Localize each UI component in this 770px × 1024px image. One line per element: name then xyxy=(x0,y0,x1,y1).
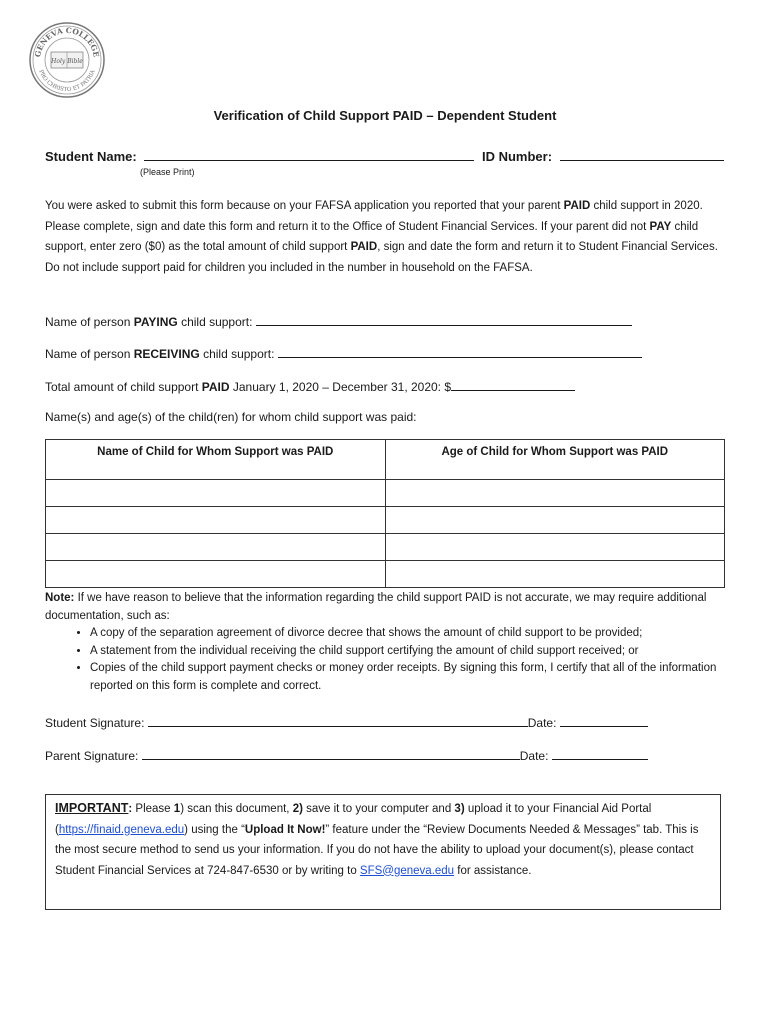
intro-pay: PAY xyxy=(649,220,672,233)
important-text xyxy=(55,798,715,881)
child-age-header: Age of Child for Whom Support was PAID xyxy=(385,440,725,480)
parent-signature-field[interactable] xyxy=(142,747,520,760)
form-title: Verification of Child Support PAID – Dependent Student xyxy=(213,108,557,123)
receiving-label-pre: Name of person xyxy=(45,347,134,361)
intro-text-2: child support in 2020. Please complete, sign and date this form and return it to the Office of Student Financial Services. If your parent did not xyxy=(45,200,703,233)
intro-paid-1: PAID xyxy=(563,200,591,212)
receiving-row xyxy=(45,345,642,361)
id-number-label: ID Number: xyxy=(481,149,553,164)
paying-label-pre: Name of person xyxy=(45,315,134,329)
student-name-label: Student Name: xyxy=(45,149,137,164)
note-section xyxy=(45,590,730,695)
sfs-email-link[interactable]: SFS@geneva.edu xyxy=(359,864,455,877)
list-item: • Copies of the child support payment checks or money order receipts. By signing this form, I certify that all of the information reported on this form is complete and correct. xyxy=(90,660,730,695)
step-3: 3) xyxy=(454,803,465,815)
paying-name-field[interactable] xyxy=(256,313,632,326)
total-amount-field[interactable] xyxy=(451,378,575,391)
table-row xyxy=(46,507,725,534)
student-signature-label: Student Signature: xyxy=(45,716,145,730)
intro-paid-2: PAID xyxy=(350,241,378,253)
important-t1: Please xyxy=(132,803,174,815)
important-t6: ” feature under the “Review Documents Needed & Messages” tab. This is the most secure method to send us your information. If you do not have the ability to upload your document(s), please contact Student Financial Services at 724-847-6530 or by writing to xyxy=(55,823,699,877)
parent-signature-row xyxy=(45,747,648,763)
seal-ring-text: GENEVA COLLEGE xyxy=(33,25,101,58)
important-t3: save it to your computer and xyxy=(302,803,455,815)
receiving-name-field[interactable] xyxy=(278,345,642,358)
list-item: • A statement from the individual receiving the child support certifying the amount of child support received; or xyxy=(90,643,730,661)
important-t7: for assistance. xyxy=(454,864,532,877)
paying-label-bold: PAYING xyxy=(133,315,178,329)
receiving-label-bold: RECEIVING xyxy=(133,347,200,361)
upload-it-now-label: Upload It Now! xyxy=(244,823,326,836)
table-header-row xyxy=(46,440,725,480)
student-info-row xyxy=(45,148,724,164)
child-name-cell[interactable] xyxy=(46,480,386,507)
total-label-bold: PAID xyxy=(201,380,230,394)
children-label: Name(s) and age(s) of the child(ren) for whom child support was paid: xyxy=(45,410,417,424)
student-name-field[interactable] xyxy=(144,148,474,161)
intro-text-4: , sign and date the form and return it to Student Financial Services. Do not include support paid for children you included in the number in household on the FAFSA. xyxy=(45,241,718,274)
intro-text-1: You were asked to submit this form because on your FAFSA application you reported that your parent xyxy=(45,200,564,212)
total-row xyxy=(45,378,575,394)
parent-signature-label: Parent Signature: xyxy=(45,749,139,763)
table-row xyxy=(46,480,725,507)
child-name-cell[interactable] xyxy=(46,534,386,561)
table-row xyxy=(46,561,725,588)
id-number-field[interactable] xyxy=(560,148,724,161)
intro-paragraph xyxy=(45,196,725,278)
please-print-hint: (Please Print) xyxy=(140,167,195,177)
list-item: • A copy of the separation agreement of divorce decree that shows the amount of child support to be provided; xyxy=(90,625,730,643)
child-name-header: Name of Child for Whom Support was PAID xyxy=(46,440,386,480)
student-signature-field[interactable] xyxy=(148,714,528,727)
student-date-field[interactable] xyxy=(560,714,648,727)
paying-label-post: child support: xyxy=(177,315,253,329)
child-age-cell[interactable] xyxy=(385,534,725,561)
receiving-label-post: child support: xyxy=(199,347,275,361)
child-age-cell[interactable] xyxy=(385,561,725,588)
paying-row xyxy=(45,313,632,329)
important-t5: ) using the “ xyxy=(184,823,245,836)
seal-motto: PRO CHRISTO ET PATRIA xyxy=(37,69,97,94)
parent-date-field[interactable] xyxy=(552,747,648,760)
finaid-portal-link[interactable]: https://finaid.geneva.edu xyxy=(58,823,185,836)
important-label: IMPORTANT xyxy=(55,801,129,815)
child-age-cell[interactable] xyxy=(385,507,725,534)
child-age-cell[interactable] xyxy=(385,480,725,507)
step-1: 1 xyxy=(173,803,181,815)
important-t4: upload it to your Financial Aid Portal ( xyxy=(55,803,652,836)
total-label-pre: Total amount of child support xyxy=(45,380,202,394)
student-date-label: Date: xyxy=(527,716,557,730)
child-name-cell[interactable] xyxy=(46,561,386,588)
svg-text:PRO CHRISTO ET PATRIA xyxy=(37,68,97,93)
child-name-cell[interactable] xyxy=(46,507,386,534)
children-table xyxy=(45,439,725,588)
parent-date-label: Date: xyxy=(519,749,549,763)
note-label: Note: xyxy=(45,592,75,604)
note-text: If we have reason to believe that the information regarding the child support PAID is not accurate, we may require additional documentation, such as: xyxy=(45,592,707,622)
step-2: 2) xyxy=(292,803,303,815)
table-row xyxy=(46,534,725,561)
note-paragraph xyxy=(45,590,730,625)
note-list xyxy=(45,625,730,695)
intro-text-3: child support, enter zero ($0) as the total amount of child support xyxy=(45,220,699,253)
important-colon: : xyxy=(128,803,133,815)
college-seal-logo xyxy=(28,18,106,100)
student-signature-row xyxy=(45,714,648,730)
important-t2: ) scan this document, xyxy=(180,803,293,815)
total-label-post: January 1, 2020 – December 31, 2020: $ xyxy=(229,380,452,394)
seal-book-label: Holy Bible xyxy=(51,58,83,65)
